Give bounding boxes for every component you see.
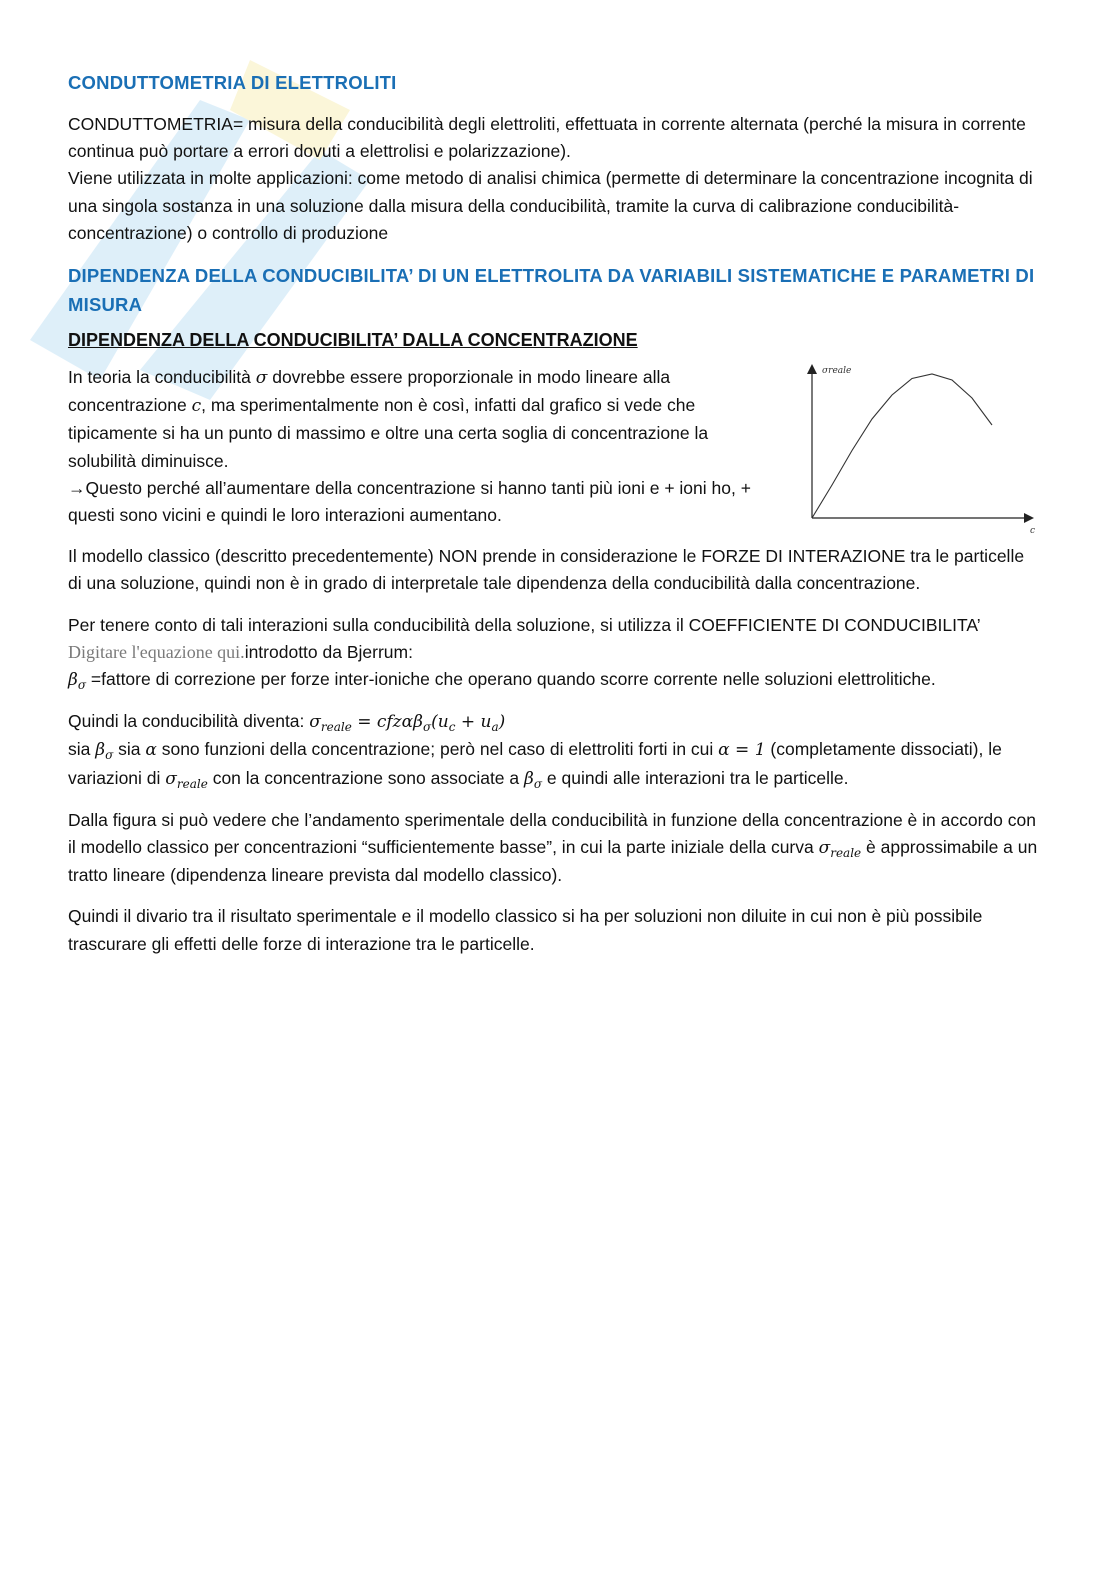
heading-conduttometria: CONDUTTOMETRIA DI ELETTROLITI (68, 72, 397, 93)
intro-paragraph-2: Viene utilizzata in molte applicazioni: come metodo di analisi chimica (permette di determinare la concentrazione incognita di una singola sostanza in una soluzione dalla misura della conducibilità, tramite la curva di calibrazione conducibilità-concentrazione) o controllo di produzione (68, 168, 1033, 243)
coefficient-paragraph: Per tenere conto di tali interazioni sulla conducibilità della soluzione, si utilizza il COEFFICIENTE DI CONDUCIBILITA’ Digitare l'equazione qui.introdotto da Bjerrum: $\beta_\sigma$ =fattore di correzione per forze inter-ioniche che operano quando scorre corrente nelle soluzioni elettrolitiche. (68, 614, 980, 693)
heading-dipendenza-concentrazione: DIPENDENZA DELLA CONDUCIBILITA’ DALLA CONCENTRAZIONE (68, 330, 638, 351)
conclusion-paragraph: Quindi il divario tra il risultato sperimentale e il modello classico si ha per soluzioni non diluite in cui non è più possibile trascurare gli effetti delle forze di interazione tra le particelle. (68, 906, 983, 954)
formula-paragraph: Quindi la conducibilità diventa: $\sigma_{reale} = cfz\alpha\beta_\sigma(u_c + u_a)$ sia $\beta_\sigma$ sia α sono funzioni della concentrazione; però nel caso di elettroliti forti in cui α = 1 (completamente dissociati), le variazioni di $\sigma_{reale}$ con la concentrazione sono associate a $\beta_\sigma$ e quindi alle interazioni tra le particelle. (68, 711, 1002, 791)
theory-paragraph: In teoria la conducibilità σ dovrebbe essere proporzionale in modo lineare alla concentrazione c, ma sperimentalmente non è così, infatti dal grafico si vede che tipicamente si ha un punto di massimo e oltre una certa soglia di concentrazione la solubilità diminuisce. →Questo perché all’aumentare della concentrazione si hanno tanti più ioni e + ioni ho, + questi sono vicini e quindi le loro interazioni aumentano. (68, 367, 751, 526)
conductivity-chart (798, 358, 1043, 536)
y-axis-arrow (807, 364, 817, 374)
theory-block (68, 364, 1038, 537)
equation-placeholder[interactable]: Digitare l'equazione qui. (68, 641, 245, 662)
figure-paragraph: Dalla figura si può vedere che l’andamento sperimentale della conducibilità in funzione della concentrazione è in accordo con il modello classico per concentrazioni “sufficientemente basse”, in cui la parte iniziale della curva $\sigma_{reale}$ è approssimabile a un tratto lineare (dipendenza lineare prevista dal modello classico). (68, 809, 1038, 886)
heading-dipendenza-variabili: DIPENDENZA DELLA CONDUCIBILITA’ DI UN ELETTROLITA DA VARIABILI SISTEMATICHE E PARAMETRI DI MISURA (68, 265, 1035, 316)
arrow-icon: → (68, 477, 86, 498)
conductivity-curve (812, 374, 992, 518)
x-axis-arrow (1024, 513, 1034, 523)
x-axis-label: c (1030, 526, 1036, 537)
intro-paragraph-1: CONDUTTOMETRIA= misura della conducibilità degli elettroliti, effettuata in corrente alternata (perché la misura in corrente continua può portare a errori dovuti a elettrolisi e polarizzazione). (68, 114, 1026, 162)
document-page (68, 68, 1038, 958)
classic-model-paragraph: Il modello classico (descritto precedentemente) NON prende in considerazione le FORZE DI INTERAZIONE tra le particelle di una soluzione, quindi non è in grado di interpretale tale dipendenza della conducibilità dalla concentrazione. (68, 546, 1025, 594)
y-axis-label: σreale (822, 366, 852, 377)
